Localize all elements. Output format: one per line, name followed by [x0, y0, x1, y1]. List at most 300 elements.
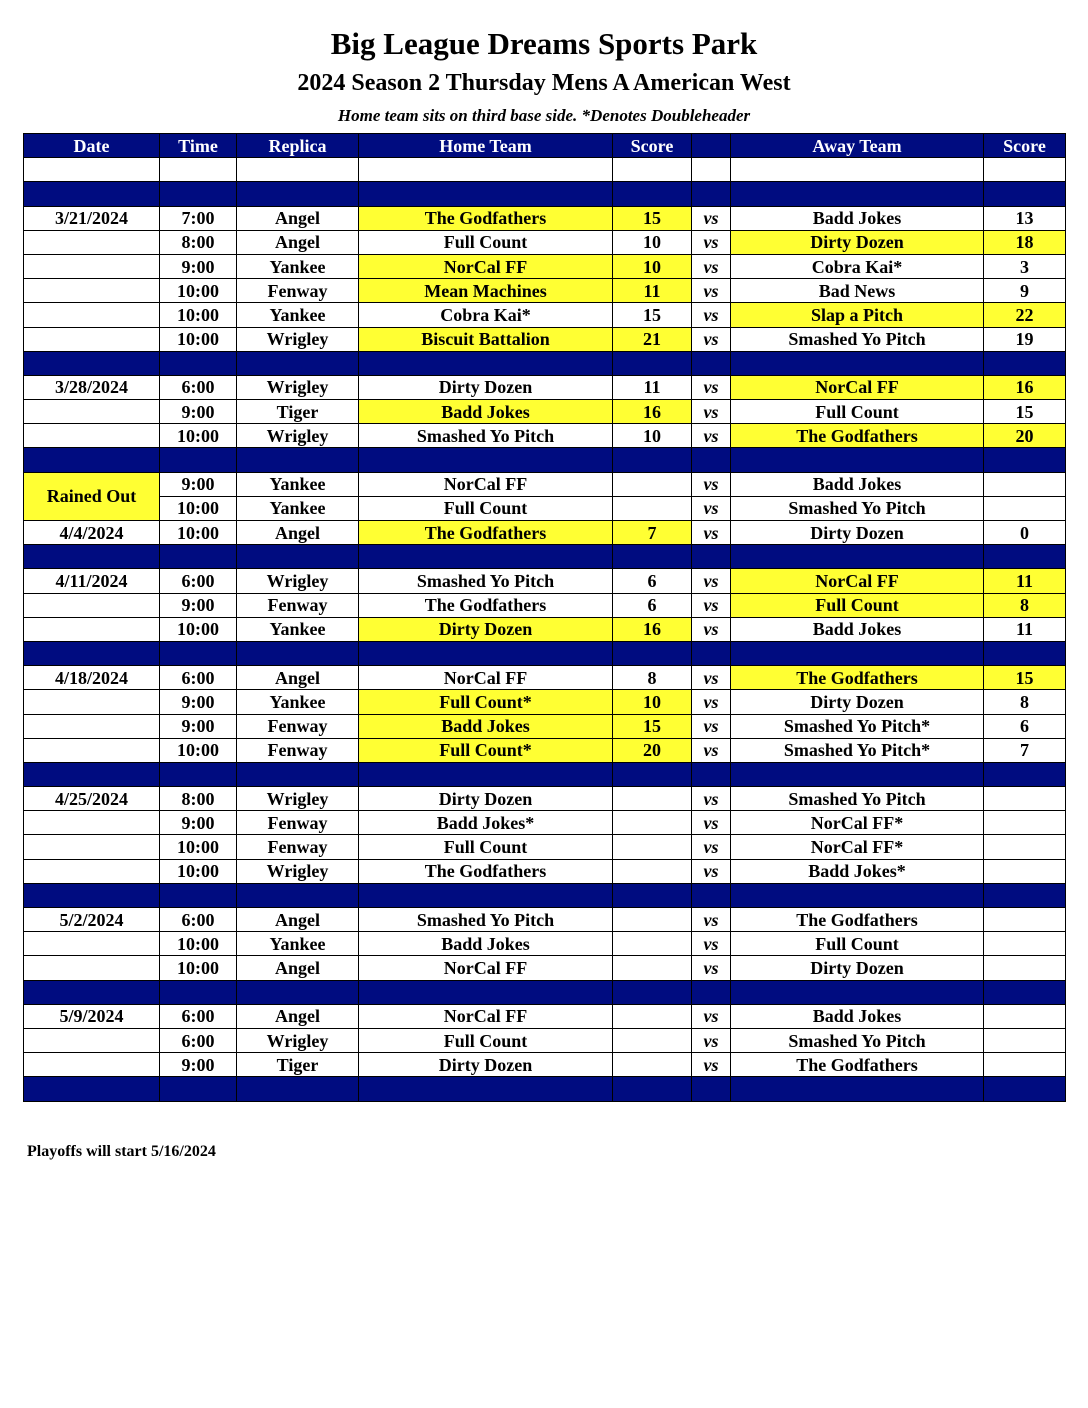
week-separator-row-cell: [984, 448, 1066, 472]
week-separator-row-cell: [359, 1077, 613, 1101]
away-score-cell: [984, 472, 1066, 496]
home-score-cell: 20: [613, 738, 692, 762]
blank-row-cell: [359, 158, 613, 182]
table-row: [24, 932, 1066, 956]
home-team-cell: Dirty Dozen: [359, 375, 613, 399]
home-score-cell: 11: [613, 375, 692, 399]
home-score-cell: 16: [613, 617, 692, 641]
home-score-cell: [613, 859, 692, 883]
vs-cell: vs: [692, 496, 731, 520]
home-team-cell: Full Count: [359, 1028, 613, 1052]
home-score-cell: 6: [613, 593, 692, 617]
time-cell: 9:00: [160, 1053, 237, 1077]
vs-cell: vs: [692, 424, 731, 448]
week-separator-row-cell: [160, 641, 237, 665]
home-team-cell: Badd Jokes*: [359, 811, 613, 835]
week-separator-row-cell: [359, 762, 613, 786]
date-cell: 4/25/2024: [24, 787, 160, 811]
vs-cell: vs: [692, 714, 731, 738]
column-header-replica: Replica: [237, 134, 359, 158]
date-cell: [24, 254, 160, 278]
week-separator-row-cell: [237, 545, 359, 569]
replica-cell: Tiger: [237, 400, 359, 424]
home-score-cell: [613, 835, 692, 859]
time-cell: 10:00: [160, 859, 237, 883]
away-score-cell: 15: [984, 400, 1066, 424]
week-separator-row-cell: [613, 1077, 692, 1101]
table-row: [24, 714, 1066, 738]
away-team-cell: The Godfathers: [731, 1053, 984, 1077]
week-separator-row-cell: [24, 182, 160, 206]
blank-row-cell: [731, 158, 984, 182]
away-team-cell: NorCal FF: [731, 375, 984, 399]
away-team-cell: Smashed Yo Pitch: [731, 327, 984, 351]
week-separator-row-cell: [692, 351, 731, 375]
week-separator-row: [24, 980, 1066, 1004]
table-row: [24, 811, 1066, 835]
vs-cell: vs: [692, 303, 731, 327]
time-cell: 9:00: [160, 811, 237, 835]
table-row: [24, 230, 1066, 254]
away-team-cell: The Godfathers: [731, 908, 984, 932]
vs-cell: vs: [692, 1004, 731, 1028]
date-cell: [24, 714, 160, 738]
time-cell: 6:00: [160, 1004, 237, 1028]
page-subtitle: 2024 Season 2 Thursday Mens A American West: [297, 70, 791, 96]
home-team-cell: Biscuit Battalion: [359, 327, 613, 351]
date-cell: 5/2/2024: [24, 908, 160, 932]
week-separator-row-cell: [984, 980, 1066, 1004]
home-score-cell: 11: [613, 279, 692, 303]
vs-cell: vs: [692, 206, 731, 230]
schedule-note: Home team sits on third base side. *Denotes Doubleheader: [337, 106, 751, 125]
date-cell: 3/21/2024: [24, 206, 160, 230]
week-separator-row-cell: [692, 762, 731, 786]
home-score-cell: 10: [613, 690, 692, 714]
week-separator-row-cell: [731, 1077, 984, 1101]
week-separator-row-cell: [160, 545, 237, 569]
column-header-away-team: Away Team: [731, 134, 984, 158]
away-score-cell: [984, 956, 1066, 980]
home-score-cell: 6: [613, 569, 692, 593]
replica-cell: Wrigley: [237, 859, 359, 883]
playoffs-note: Playoffs will start 5/16/2024: [27, 1143, 216, 1160]
away-score-cell: [984, 859, 1066, 883]
week-separator-row-cell: [160, 1077, 237, 1101]
time-cell: 10:00: [160, 956, 237, 980]
time-cell: 7:00: [160, 206, 237, 230]
home-team-cell: Full Count: [359, 496, 613, 520]
table-row: [24, 279, 1066, 303]
vs-cell: vs: [692, 956, 731, 980]
vs-cell: vs: [692, 811, 731, 835]
home-score-cell: [613, 932, 692, 956]
home-score-cell: [613, 908, 692, 932]
date-cell: [24, 738, 160, 762]
vs-cell: vs: [692, 279, 731, 303]
time-cell: 6:00: [160, 1028, 237, 1052]
away-score-cell: 20: [984, 424, 1066, 448]
table-row: [24, 521, 1066, 545]
away-team-cell: Smashed Yo Pitch*: [731, 738, 984, 762]
home-score-cell: [613, 1028, 692, 1052]
replica-cell: Wrigley: [237, 375, 359, 399]
vs-cell: vs: [692, 230, 731, 254]
away-team-cell: Badd Jokes: [731, 617, 984, 641]
table-row: [24, 400, 1066, 424]
table-row: [24, 303, 1066, 327]
week-separator-row: [24, 641, 1066, 665]
replica-cell: Fenway: [237, 593, 359, 617]
time-cell: 8:00: [160, 787, 237, 811]
replica-cell: Yankee: [237, 690, 359, 714]
replica-cell: Yankee: [237, 932, 359, 956]
table-row: [24, 617, 1066, 641]
week-separator-row-cell: [731, 641, 984, 665]
week-separator-row-cell: [692, 545, 731, 569]
home-team-cell: Mean Machines: [359, 279, 613, 303]
home-score-cell: 10: [613, 230, 692, 254]
week-separator-row-cell: [731, 351, 984, 375]
home-score-cell: [613, 811, 692, 835]
away-team-cell: NorCal FF*: [731, 835, 984, 859]
replica-cell: Fenway: [237, 714, 359, 738]
home-team-cell: NorCal FF: [359, 956, 613, 980]
home-score-cell: 16: [613, 400, 692, 424]
time-cell: 8:00: [160, 230, 237, 254]
table-row: [24, 496, 1066, 520]
week-separator-row-cell: [692, 182, 731, 206]
week-separator-row-cell: [237, 762, 359, 786]
table-row: [24, 327, 1066, 351]
time-cell: 10:00: [160, 521, 237, 545]
week-separator-row-cell: [237, 351, 359, 375]
time-cell: 10:00: [160, 303, 237, 327]
week-separator-row-cell: [984, 883, 1066, 907]
week-separator-row-cell: [160, 762, 237, 786]
week-separator-row: [24, 448, 1066, 472]
time-cell: 9:00: [160, 472, 237, 496]
away-team-cell: NorCal FF: [731, 569, 984, 593]
away-score-cell: 16: [984, 375, 1066, 399]
week-separator-row-cell: [984, 641, 1066, 665]
vs-cell: vs: [692, 1028, 731, 1052]
vs-cell: vs: [692, 738, 731, 762]
week-separator-row-cell: [692, 980, 731, 1004]
rained-out-label: Rained Out: [24, 472, 160, 520]
home-score-cell: 15: [613, 303, 692, 327]
away-score-cell: 0: [984, 521, 1066, 545]
week-separator-row-cell: [984, 1077, 1066, 1101]
week-separator-row: [24, 182, 1066, 206]
away-team-cell: Slap a Pitch: [731, 303, 984, 327]
away-team-cell: Badd Jokes*: [731, 859, 984, 883]
date-cell: [24, 593, 160, 617]
week-separator-row-cell: [731, 545, 984, 569]
away-score-cell: [984, 835, 1066, 859]
replica-cell: Fenway: [237, 738, 359, 762]
time-cell: 9:00: [160, 254, 237, 278]
date-cell: [24, 327, 160, 351]
week-separator-row-cell: [613, 448, 692, 472]
date-cell: [24, 279, 160, 303]
week-separator-row: [24, 762, 1066, 786]
blank-row-cell: [984, 158, 1066, 182]
column-header-time: Time: [160, 134, 237, 158]
away-score-cell: 7: [984, 738, 1066, 762]
vs-cell: vs: [692, 472, 731, 496]
week-separator-row-cell: [731, 762, 984, 786]
week-separator-row-cell: [613, 883, 692, 907]
week-separator-row-cell: [237, 980, 359, 1004]
vs-cell: vs: [692, 254, 731, 278]
home-score-cell: 10: [613, 254, 692, 278]
vs-cell: vs: [692, 859, 731, 883]
date-cell: [24, 932, 160, 956]
away-score-cell: [984, 908, 1066, 932]
home-team-cell: Dirty Dozen: [359, 787, 613, 811]
date-cell: [24, 1028, 160, 1052]
time-cell: 6:00: [160, 908, 237, 932]
replica-cell: Angel: [237, 908, 359, 932]
home-team-cell: Cobra Kai*: [359, 303, 613, 327]
vs-cell: vs: [692, 932, 731, 956]
table-row: [24, 1004, 1066, 1028]
blank-row-cell: [237, 158, 359, 182]
away-score-cell: [984, 496, 1066, 520]
away-team-cell: Full Count: [731, 932, 984, 956]
time-cell: 10:00: [160, 496, 237, 520]
time-cell: 10:00: [160, 738, 237, 762]
home-score-cell: 7: [613, 521, 692, 545]
table-row: [24, 569, 1066, 593]
table-row: [24, 375, 1066, 399]
week-separator-row-cell: [984, 545, 1066, 569]
time-cell: 10:00: [160, 617, 237, 641]
away-score-cell: [984, 932, 1066, 956]
home-team-cell: Dirty Dozen: [359, 1053, 613, 1077]
replica-cell: Angel: [237, 666, 359, 690]
replica-cell: Yankee: [237, 496, 359, 520]
week-separator-row-cell: [160, 883, 237, 907]
replica-cell: Wrigley: [237, 1028, 359, 1052]
table-row: [24, 738, 1066, 762]
vs-cell: vs: [692, 1053, 731, 1077]
date-cell: [24, 303, 160, 327]
week-separator-row: [24, 883, 1066, 907]
away-team-cell: Smashed Yo Pitch: [731, 496, 984, 520]
home-team-cell: Full Count: [359, 230, 613, 254]
away-score-cell: 13: [984, 206, 1066, 230]
table-row: [24, 956, 1066, 980]
away-score-cell: [984, 1004, 1066, 1028]
date-cell: [24, 424, 160, 448]
week-separator-row-cell: [984, 762, 1066, 786]
date-cell: [24, 811, 160, 835]
vs-cell: vs: [692, 327, 731, 351]
date-cell: [24, 956, 160, 980]
home-team-cell: Dirty Dozen: [359, 617, 613, 641]
table-row: [24, 835, 1066, 859]
away-team-cell: Smashed Yo Pitch: [731, 787, 984, 811]
replica-cell: Yankee: [237, 254, 359, 278]
date-cell: 4/4/2024: [24, 521, 160, 545]
table-row: [24, 666, 1066, 690]
away-score-cell: 9: [984, 279, 1066, 303]
week-separator-row-cell: [160, 351, 237, 375]
week-separator-row: [24, 351, 1066, 375]
away-team-cell: Smashed Yo Pitch: [731, 1028, 984, 1052]
replica-cell: Angel: [237, 956, 359, 980]
table-row: [24, 690, 1066, 714]
date-cell: 3/28/2024: [24, 375, 160, 399]
home-score-cell: [613, 956, 692, 980]
table-row: [24, 472, 1066, 496]
replica-cell: Tiger: [237, 1053, 359, 1077]
blank-row-cell: [160, 158, 237, 182]
date-cell: [24, 690, 160, 714]
away-team-cell: Dirty Dozen: [731, 690, 984, 714]
page-title: Big League Dreams Sports Park: [330, 26, 758, 61]
away-score-cell: 6: [984, 714, 1066, 738]
home-team-cell: Smashed Yo Pitch: [359, 424, 613, 448]
week-separator-row-cell: [359, 448, 613, 472]
replica-cell: Yankee: [237, 303, 359, 327]
time-cell: 6:00: [160, 375, 237, 399]
away-team-cell: Dirty Dozen: [731, 521, 984, 545]
vs-cell: vs: [692, 400, 731, 424]
week-separator-row-cell: [731, 980, 984, 1004]
home-team-cell: The Godfathers: [359, 206, 613, 230]
home-score-cell: [613, 1053, 692, 1077]
away-team-cell: The Godfathers: [731, 424, 984, 448]
time-cell: 10:00: [160, 932, 237, 956]
time-cell: 10:00: [160, 835, 237, 859]
date-cell: 5/9/2024: [24, 1004, 160, 1028]
week-separator-row-cell: [359, 641, 613, 665]
table-row: [24, 254, 1066, 278]
away-score-cell: 11: [984, 569, 1066, 593]
away-score-cell: 18: [984, 230, 1066, 254]
home-team-cell: The Godfathers: [359, 859, 613, 883]
time-cell: 9:00: [160, 714, 237, 738]
column-header-away-score: Score: [984, 134, 1066, 158]
time-cell: 6:00: [160, 666, 237, 690]
schedule-body: [24, 158, 1066, 1101]
vs-cell: vs: [692, 593, 731, 617]
blank-row: [24, 158, 1066, 182]
week-separator-row-cell: [24, 762, 160, 786]
home-team-cell: The Godfathers: [359, 521, 613, 545]
time-cell: 6:00: [160, 569, 237, 593]
replica-cell: Fenway: [237, 811, 359, 835]
away-team-cell: Dirty Dozen: [731, 230, 984, 254]
week-separator-row-cell: [237, 1077, 359, 1101]
away-team-cell: Dirty Dozen: [731, 956, 984, 980]
away-score-cell: [984, 811, 1066, 835]
away-score-cell: 8: [984, 593, 1066, 617]
away-team-cell: Cobra Kai*: [731, 254, 984, 278]
away-team-cell: Badd Jokes: [731, 1004, 984, 1028]
week-separator-row: [24, 1077, 1066, 1101]
away-score-cell: [984, 1028, 1066, 1052]
week-separator-row-cell: [731, 448, 984, 472]
week-separator-row-cell: [692, 448, 731, 472]
week-separator-row: [24, 545, 1066, 569]
week-separator-row-cell: [24, 641, 160, 665]
away-team-cell: Full Count: [731, 400, 984, 424]
vs-cell: vs: [692, 521, 731, 545]
week-separator-row-cell: [359, 545, 613, 569]
away-score-cell: 3: [984, 254, 1066, 278]
replica-cell: Angel: [237, 521, 359, 545]
blank-row-cell: [613, 158, 692, 182]
week-separator-row-cell: [237, 641, 359, 665]
home-team-cell: Full Count*: [359, 690, 613, 714]
replica-cell: Fenway: [237, 835, 359, 859]
column-header-date: Date: [24, 134, 160, 158]
week-separator-row-cell: [359, 883, 613, 907]
week-separator-row-cell: [613, 182, 692, 206]
replica-cell: Wrigley: [237, 424, 359, 448]
column-header-vs: [692, 134, 731, 158]
home-team-cell: The Godfathers: [359, 593, 613, 617]
replica-cell: Yankee: [237, 617, 359, 641]
replica-cell: Angel: [237, 230, 359, 254]
week-separator-row-cell: [613, 762, 692, 786]
week-separator-row-cell: [731, 883, 984, 907]
date-cell: [24, 400, 160, 424]
away-team-cell: Badd Jokes: [731, 206, 984, 230]
week-separator-row-cell: [24, 980, 160, 1004]
away-team-cell: NorCal FF*: [731, 811, 984, 835]
away-score-cell: [984, 1053, 1066, 1077]
home-team-cell: NorCal FF: [359, 254, 613, 278]
vs-cell: vs: [692, 908, 731, 932]
table-row: [24, 787, 1066, 811]
replica-cell: Angel: [237, 206, 359, 230]
vs-cell: vs: [692, 666, 731, 690]
week-separator-row-cell: [24, 1077, 160, 1101]
schedule-table: [23, 133, 1066, 1102]
away-team-cell: Full Count: [731, 593, 984, 617]
time-cell: 9:00: [160, 400, 237, 424]
time-cell: 10:00: [160, 327, 237, 351]
table-row: [24, 424, 1066, 448]
table-row: [24, 1028, 1066, 1052]
blank-row-cell: [24, 158, 160, 182]
replica-cell: Angel: [237, 1004, 359, 1028]
date-cell: [24, 835, 160, 859]
vs-cell: vs: [692, 569, 731, 593]
vs-cell: vs: [692, 617, 731, 641]
week-separator-row-cell: [692, 1077, 731, 1101]
home-score-cell: 21: [613, 327, 692, 351]
home-score-cell: [613, 472, 692, 496]
vs-cell: vs: [692, 690, 731, 714]
table-row: [24, 859, 1066, 883]
vs-cell: vs: [692, 787, 731, 811]
week-separator-row-cell: [24, 351, 160, 375]
week-separator-row-cell: [160, 182, 237, 206]
replica-cell: Wrigley: [237, 787, 359, 811]
week-separator-row-cell: [613, 545, 692, 569]
week-separator-row-cell: [613, 641, 692, 665]
home-team-cell: Full Count: [359, 835, 613, 859]
table-row: [24, 1053, 1066, 1077]
home-team-cell: Smashed Yo Pitch: [359, 908, 613, 932]
replica-cell: Wrigley: [237, 569, 359, 593]
